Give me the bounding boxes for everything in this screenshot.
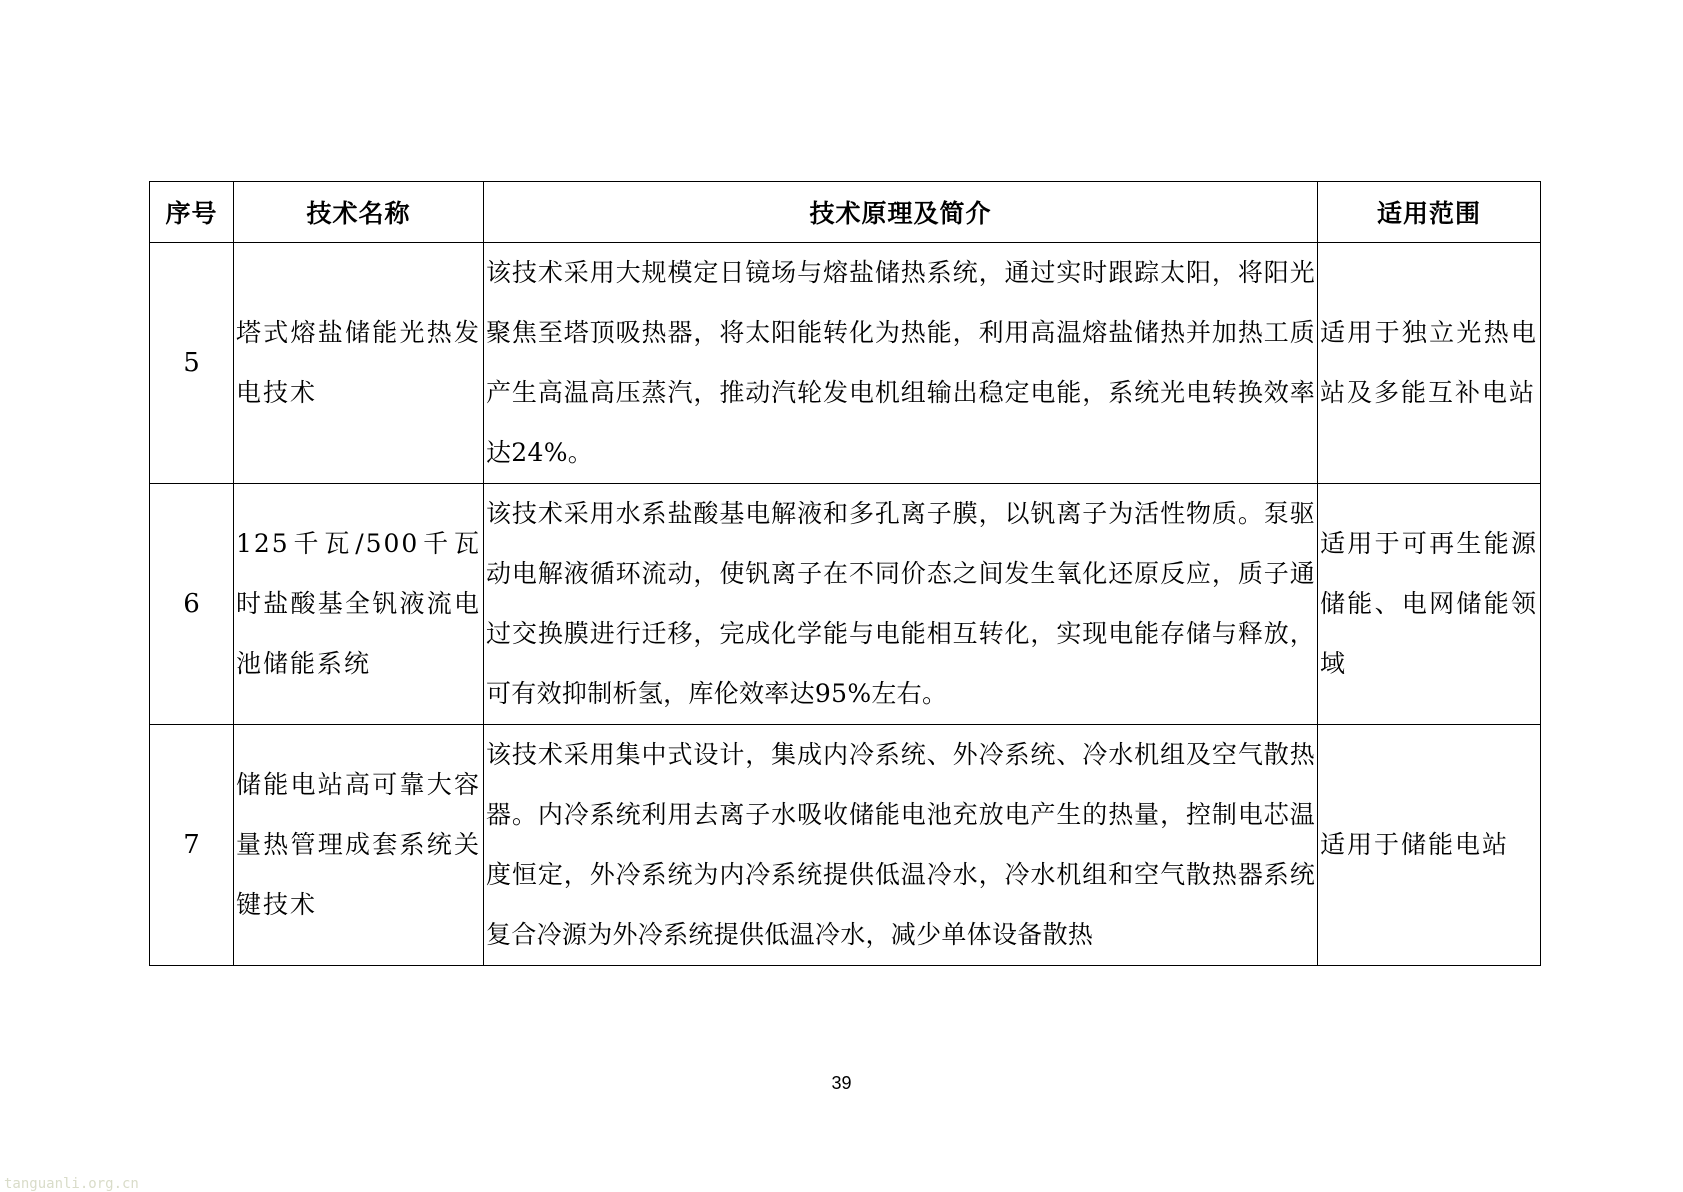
page-number: 39 xyxy=(831,1073,852,1093)
header-description: 技术原理及简介 xyxy=(484,182,1318,243)
row-number: 6 xyxy=(150,484,234,725)
description-text: 该技术采用大规模定日镜场与熔盐储热系统，通过实时跟踪太阳，将阳光聚焦至塔顶吸热器，将太阳能转化为热能，利用高温熔盐储热并加热工质产生高温高压蒸汽，推动汽轮发电机组输出稳定电能，系统光电转换效率达24%。 xyxy=(486,258,1315,467)
application-scope: 适用于独立光热电站及多能互补电站 xyxy=(1318,243,1541,484)
description-text: 该技术采用水系盐酸基电解液和多孔离子膜，以钒离子为活性物质。泵驱动电解液循环流动，使钒离子在不同价态之间发生氧化还原反应，质子通过交换膜进行迁移，完成化学能与电能相互转化，实现电能存储与释放，可有效抑制析氢，库伦效率达95%左右。 xyxy=(486,499,1315,708)
description-text: 该技术采用集中式设计，集成内冷系统、外冷系统、冷水机组及空气散热器。内冷系统利用去离子水吸收储能电池充放电产生的热量，控制电芯温度恒定，外冷系统为内冷系统提供低温冷水，冷水机组和空气散热器系统复合冷源为外冷系统提供低温冷水，减少单体设备散热 xyxy=(486,740,1315,949)
technology-description xyxy=(484,243,1318,484)
technology-name: 125千瓦/500千瓦时盐酸基全钒液流电池储能系统 xyxy=(234,484,484,725)
application-scope: 适用于可再生能源储能、电网储能领域 xyxy=(1318,484,1541,725)
technology-table xyxy=(149,181,1541,966)
technology-description xyxy=(484,484,1318,725)
row-number: 7 xyxy=(150,725,234,966)
table-header-row xyxy=(150,182,1541,243)
technology-description xyxy=(484,725,1318,966)
row-number: 5 xyxy=(150,243,234,484)
watermark: tanguanli.org.cn xyxy=(4,1176,139,1192)
header-scope: 适用范围 xyxy=(1318,182,1541,243)
table-row xyxy=(150,243,1541,484)
table-row xyxy=(150,725,1541,966)
header-no: 序号 xyxy=(150,182,234,243)
technology-name: 塔式熔盐储能光热发电技术 xyxy=(234,243,484,484)
technology-name: 储能电站高可靠大容量热管理成套系统关键技术 xyxy=(234,725,484,966)
application-scope: 适用于储能电站 xyxy=(1318,725,1541,966)
header-name: 技术名称 xyxy=(234,182,484,243)
table-row xyxy=(150,484,1541,725)
